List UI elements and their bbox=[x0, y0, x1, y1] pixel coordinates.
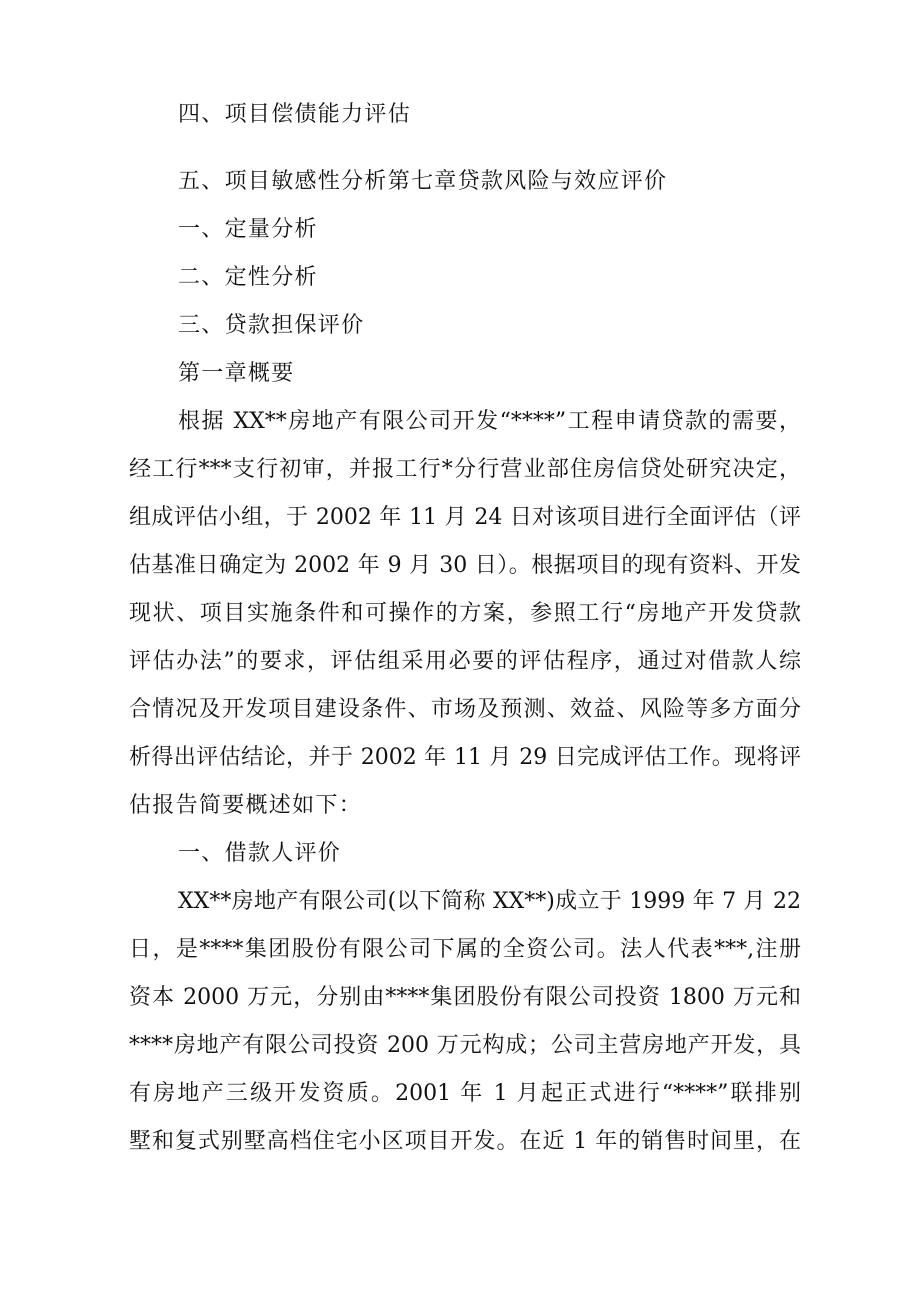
paragraph-line: 评估办法”的要求，评估组采用必要的评估程序，通过对借款人综 bbox=[129, 649, 801, 674]
paragraph-line: 估基准日确定为 2002 年 9 月 30 日）。根据项目的现有资料、开发 bbox=[129, 553, 801, 578]
paragraph-line: 经工行***支行初审，并报工行*分行营业部住房信贷处研究决定， bbox=[129, 457, 801, 482]
paragraph-line: 日，是****集团股份有限公司下属的全资公司。法人代表***,注册 bbox=[129, 937, 801, 962]
paragraph-line: 合情况及开发项目建设条件、市场及预测、效益、风险等多方面分 bbox=[129, 697, 801, 722]
toc-item-4: 四、项目偿债能力评估 bbox=[178, 102, 412, 127]
paragraph-line: 析得出评估结论，并于 2002 年 11 月 29 日完成评估工作。现将评 bbox=[129, 745, 801, 770]
toc-item-guarantee: 三、贷款担保评价 bbox=[178, 313, 365, 338]
paragraph-line: 现状、项目实施条件和可操作的方案，参照工行“房地产开发贷款 bbox=[129, 601, 801, 626]
paragraph-line: 有房地产三级开发资质。2001 年 1 月起正式进行“****”联排别 bbox=[129, 1081, 801, 1106]
toc-item-quantitative: 一、定量分析 bbox=[178, 217, 318, 242]
paragraph-line: 根据 XX**房地产有限公司开发“****”工程申请贷款的需要， bbox=[178, 409, 801, 434]
toc-item-qualitative: 二、定性分析 bbox=[178, 265, 318, 290]
chapter-title: 第一章概要 bbox=[178, 361, 295, 386]
paragraph-line: 估报告简要概述如下： bbox=[129, 793, 363, 818]
paragraph-line: 资本 2000 万元，分别由****集团股份有限公司投资 1800 万元和 bbox=[129, 985, 801, 1010]
paragraph-line: 组成评估小组，于 2002 年 11 月 24 日对该项目进行全面评估（评 bbox=[129, 505, 801, 530]
paragraph-line: 墅和复式别墅高档住宅小区项目开发。在近 1 年的销售时间里，在 bbox=[129, 1129, 801, 1154]
toc-item-5: 五、项目敏感性分析第七章贷款风险与效应评价 bbox=[178, 169, 668, 194]
paragraph-line: ****房地产有限公司投资 200 万元构成；公司主营房地产开发，具 bbox=[129, 1033, 801, 1058]
section-heading: 一、借款人评价 bbox=[178, 841, 342, 866]
paragraph-line: XX**房地产有限公司(以下简称 XX**)成立于 1999 年 7 月 22 bbox=[178, 889, 801, 914]
